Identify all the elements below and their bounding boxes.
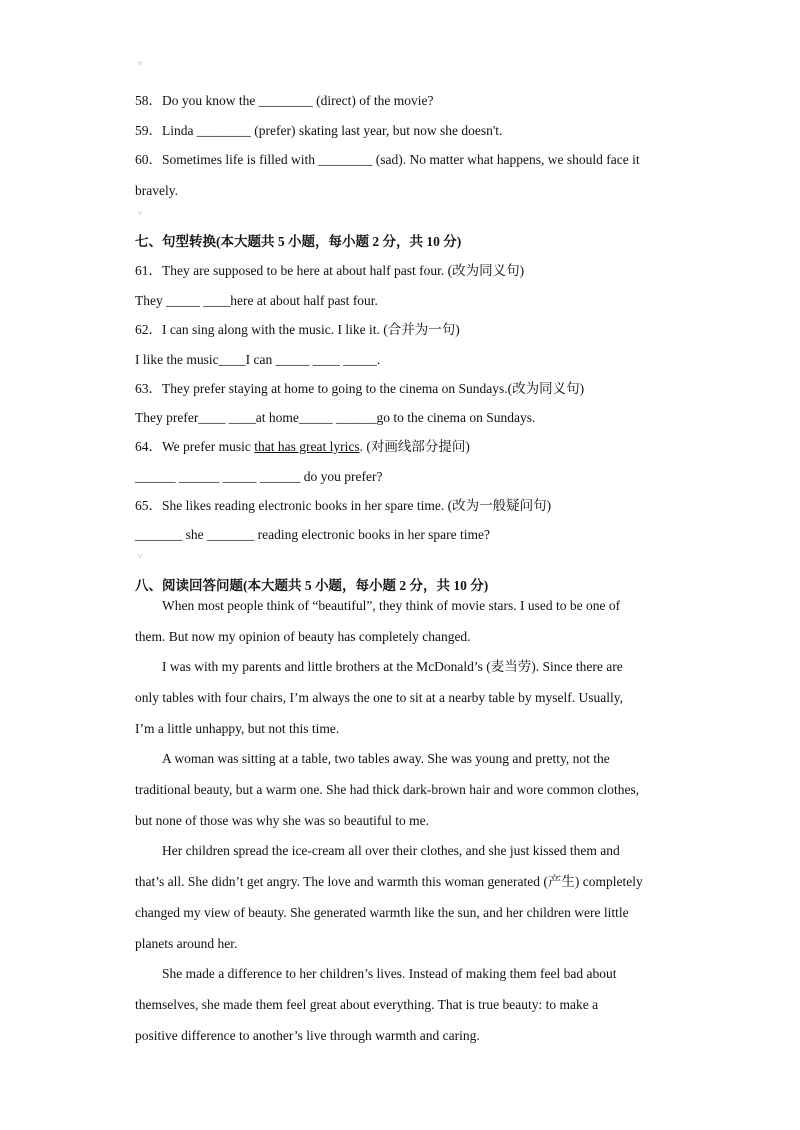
question-62: 62．I can sing along with the music. I like it. (合并为一句) [135, 322, 460, 337]
question-64-underlined-phrase: that has great lyrics [254, 439, 360, 454]
section-8-heading: 八、阅读回答问题(本大题共 5 小题，每小题 2 分，共 10 分) [135, 578, 489, 593]
question-59: 59．Linda ________ (prefer) skating last year, but now she doesn't. [135, 123, 503, 138]
passage-p5-line-1: She made a difference to her children’s lives. Instead of making them feel bad about [162, 966, 617, 981]
paragraph-mark: ˅ [138, 59, 143, 68]
passage-p3-line-3: but none of those was why she was so beautiful to me. [135, 813, 429, 828]
question-61: 61．They are supposed to be here at about half past four. (改为同义句) [135, 263, 525, 278]
passage-p5-line-3: positive difference to another’s live through warmth and caring. [135, 1028, 480, 1043]
question-65: 65．She likes reading electronic books in her spare time. (改为一般疑问句) [135, 498, 552, 513]
question-64-answer: ______ ______ _____ ______ do you prefer? [135, 469, 383, 484]
question-58: 58．Do you know the ________ (direct) of the movie? [135, 93, 434, 108]
passage-p1-line-1: When most people think of “beautiful”, they think of movie stars. I used to be one of [162, 598, 621, 613]
passage-p4-line-4: planets around her. [135, 936, 238, 951]
passage-p4-line-1: Her children spread the ice-cream all over their clothes, and she just kissed them and [162, 843, 620, 858]
paragraph-mark: ˅ [138, 552, 143, 561]
passage-p4-line-3: changed my view of beauty. She generated warmth like the sun, and her children were little [135, 905, 629, 920]
passage-p3-line-1: A woman was sitting at a table, two tables away. She was young and pretty, not the [162, 751, 610, 766]
passage-p2-line-2: only tables with four chairs, I’m always the one to sit at a nearby table by myself. Usually, [135, 690, 623, 705]
question-60-line-2: bravely. [135, 183, 178, 198]
section-7-heading: 七、句型转换(本大题共 5 小题，每小题 2 分，共 10 分) [135, 234, 462, 249]
passage-p5-line-2: themselves, she made them feel great about everything. That is true beauty: to make a [135, 997, 599, 1012]
question-63-answer: They prefer____ ____at home_____ ______go to the cinema on Sundays. [135, 410, 536, 425]
question-60-line-1: 60．Sometimes life is filled with ________ (sad). No matter what happens, we should face it [135, 152, 640, 167]
question-62-answer: I like the music____I can _____ ____ _____. [135, 352, 381, 367]
passage-p4-line-2: that’s all. She didn’t get angry. The love and warmth this woman generated (产生) completely [135, 874, 643, 889]
passage-p2-line-1: I was with my parents and little brothers at the McDonald’s (麦当劳). Since there are [162, 659, 623, 674]
question-64-suffix: . (对画线部分提问) [359, 439, 470, 454]
question-61-answer: They _____ ____here at about half past four. [135, 293, 378, 308]
question-63: 63．They prefer staying at home to going to the cinema on Sundays.(改为同义句) [135, 381, 585, 396]
passage-p1-line-2: them. But now my opinion of beauty has completely changed. [135, 629, 471, 644]
passage-p3-line-2: traditional beauty, but a warm one. She had thick dark-brown hair and wore common clothes, [135, 782, 640, 797]
question-65-answer: _______ she _______ reading electronic books in her spare time? [135, 527, 491, 542]
paragraph-mark: ˅ [138, 209, 143, 218]
passage-p2-line-3: I’m a little unhappy, but not this time. [135, 721, 340, 736]
question-64 [135, 438, 470, 456]
question-64-prefix: 64．We prefer music [135, 439, 255, 454]
